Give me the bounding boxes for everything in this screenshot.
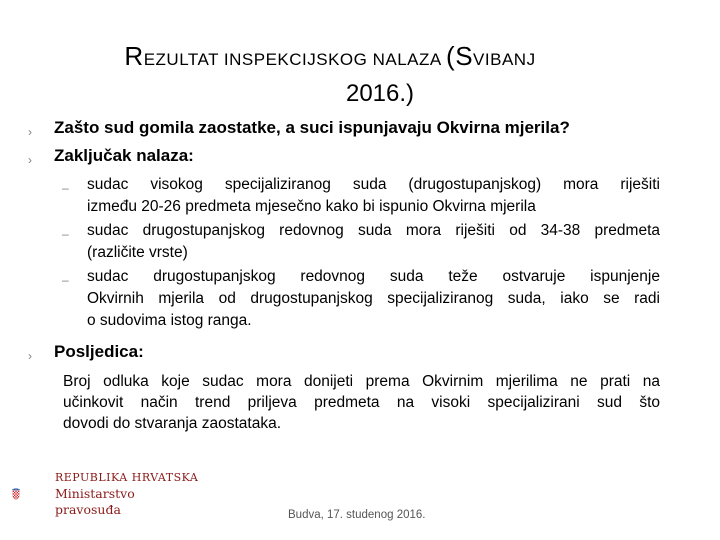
footer-date: Budva, 17. studenog 2016. (288, 509, 426, 521)
title-line-1: REZULTAT INSPEKCIJSKOG NALAZA (SVIBANJ (124, 41, 536, 71)
bullet-marker-icon: › (28, 153, 32, 167)
bullet-conclusion: Zaključak nalaza: (54, 146, 194, 165)
dash-marker-icon: – (62, 181, 69, 195)
title-line-2: 2016.) (345, 79, 415, 107)
bullet-consequence: Posljedica: (54, 342, 144, 361)
dash-marker-icon: – (62, 227, 69, 241)
bullet-question: Zašto sud gomila zaostatke, a suci ispunjavaju Okvirna mjerila? (54, 118, 570, 137)
slide-title (40, 40, 680, 109)
sub-item-3: sudac drugostupanjskog redovnog suda teže ostvaruje ispunjenje Okvirnih mjerila od drugostupanjskog specijaliziranog suda, iako se radi o sudovima istog ranga. (87, 268, 660, 329)
ministry-logo-text: REPUBLIKA HRVATSKA Ministarstvo pravosuđa (55, 471, 199, 517)
bullet-marker-icon: › (28, 125, 32, 139)
bullet-marker-icon: › (28, 349, 32, 363)
croatian-coat-of-arms-icon (12, 466, 54, 522)
sub-item-2: sudac drugostupanjskog redovnog suda mora riješiti od 34-38 predmeta (različite vrste) (87, 222, 660, 261)
consequence-paragraph: Broj odluka koje sudac mora donijeti prema Okvirnim mjerilima ne prati na učinkovit način trend priljeva predmeta na visoki specijalizirani sud što dovodi do stvaranja zaostataka. (63, 373, 660, 432)
dash-marker-icon: – (62, 273, 69, 287)
sub-item-1: sudac visokog specijaliziranog suda (drugostupanjskog) mora riješiti između 20-26 predmeta mjesečno kako bi ispunio Okvirna mjerila (87, 176, 660, 215)
